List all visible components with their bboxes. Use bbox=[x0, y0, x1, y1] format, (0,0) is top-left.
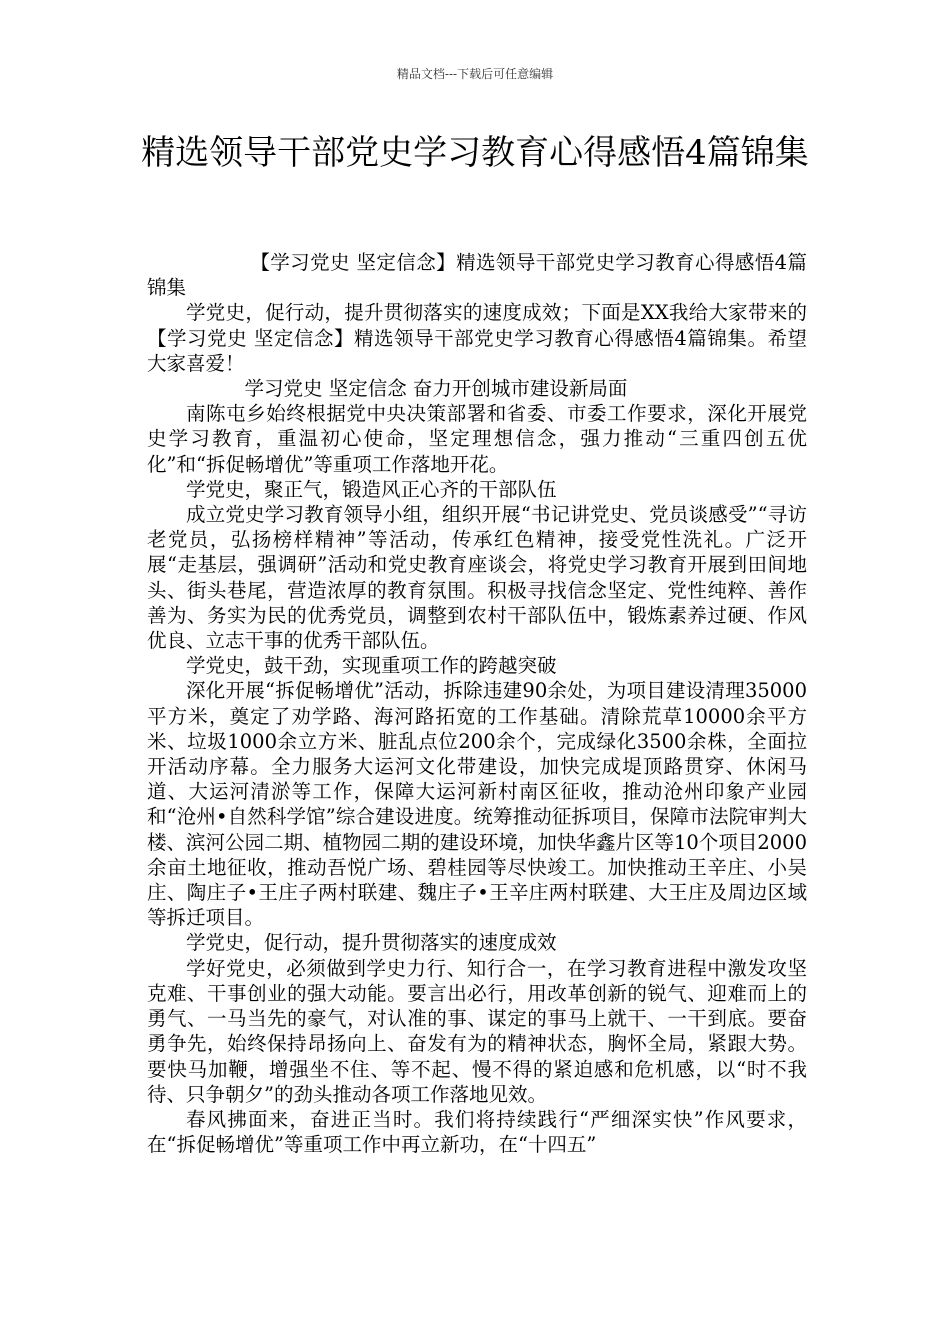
paragraph: 成立党史学习教育领导小组，组织开展“书记讲党史、党员谈感受”“寻访老党员，弘扬榜样精神”等活动，传承红色精神，接受党性洗礼。广泛开展“走基层，强调研”活动和党史教育座谈会，将党史学习教育开展到田间地头、街头巷尾，营造浓厚的教育氛围。积极寻找信念坚定、党性纯粹、善作善为、务实为民的优秀党员，调整到农村干部队伍中，锻炼素养过硬、作风优良、立志干事的优秀干部队伍。 bbox=[147, 503, 807, 653]
paragraph-intro-heading: 【学习党史 坚定信念】精选领导干部党史学习教育心得感悟4篇锦集 bbox=[147, 251, 807, 300]
subheading: 学党史，聚正气，锻造风正心齐的干部队伍 bbox=[186, 477, 557, 501]
section-title: 学习党史 坚定信念 奋力开创城市建设新局面 bbox=[244, 377, 628, 401]
paragraph-intro: 学党史，促行动，提升贯彻落实的速度成效；下面是XX我给大家带来的【学习党史 坚定信念】精选领导干部党史学习教育心得感悟4篇锦集。希望大家喜爱！ bbox=[147, 301, 807, 375]
paragraph: 春风拂面来，奋进正当时。我们将持续践行“严细深实快”作风要求，在“拆促畅增优”等重项工作中再立新功，在“十四五” bbox=[147, 1107, 807, 1157]
document-title: 精选领导干部党史学习教育心得感悟4篇锦集 bbox=[141, 133, 809, 173]
page-header: 精品文档---下载后可任意编辑 bbox=[396, 67, 554, 81]
paragraph: 深化开展“拆促畅增优”活动，拆除违建90余处，为项目建设清理35000平方米，奠定了劝学路、海河路拓宽的工作基础。清除荒草10000余平方米、垃圾1000余立方米、脏乱点位200余个，完成绿化3500余株，全面拉开活动序幕。全力服务大运河文化带建设，加快完成堤顶路贯穿、休闲马道、大运河清淤等工作，保障大运河新村南区征收，推动沧州印象产业园和“沧州•自然科学馆”综合建设进度。统筹推动征拆项目，保障市法院审判大楼、滨河公园二期、植物园二期的建设环境，加快华鑫片区等10个项目2000余亩土地征收，推动吾悦广场、碧桂园等尽快竣工。加快推动王辛庄、小吴庄、陶庄子•王庄子两村联建、魏庄子•王辛庄两村联建、大王庄及周边区域等拆迁项目。 bbox=[147, 679, 807, 930]
document-body bbox=[147, 250, 807, 1157]
subheading: 学党史，促行动，提升贯彻落实的速度成效 bbox=[186, 931, 557, 955]
paragraph: 学好党史，必须做到学史力行、知行合一，在学习教育进程中激发攻坚克难、干事创业的强大动能。要言出必行，用改革创新的锐气、迎难而上的勇气、一马当先的豪气，对认准的事、谋定的事马上就干、一干到底。要奋勇争先，始终保持昂扬向上、奋发有为的精神状态，胸怀全局，紧跟大势。要快马加鞭，增强坐不住、等不起、慢不得的紧迫感和危机感，以“时不我待、只争朝夕”的劲头推动各项工作落地见效。 bbox=[147, 956, 807, 1106]
paragraph: 南陈屯乡始终根据党中央决策部署和省委、市委工作要求，深化开展党史学习教育，重温初心使命，坚定理想信念，强力推动“三重四创五优化”和“拆促畅增优”等重项工作落地开花。 bbox=[147, 402, 807, 476]
subheading: 学党史，鼓干劲，实现重项工作的跨越突破 bbox=[186, 654, 557, 678]
